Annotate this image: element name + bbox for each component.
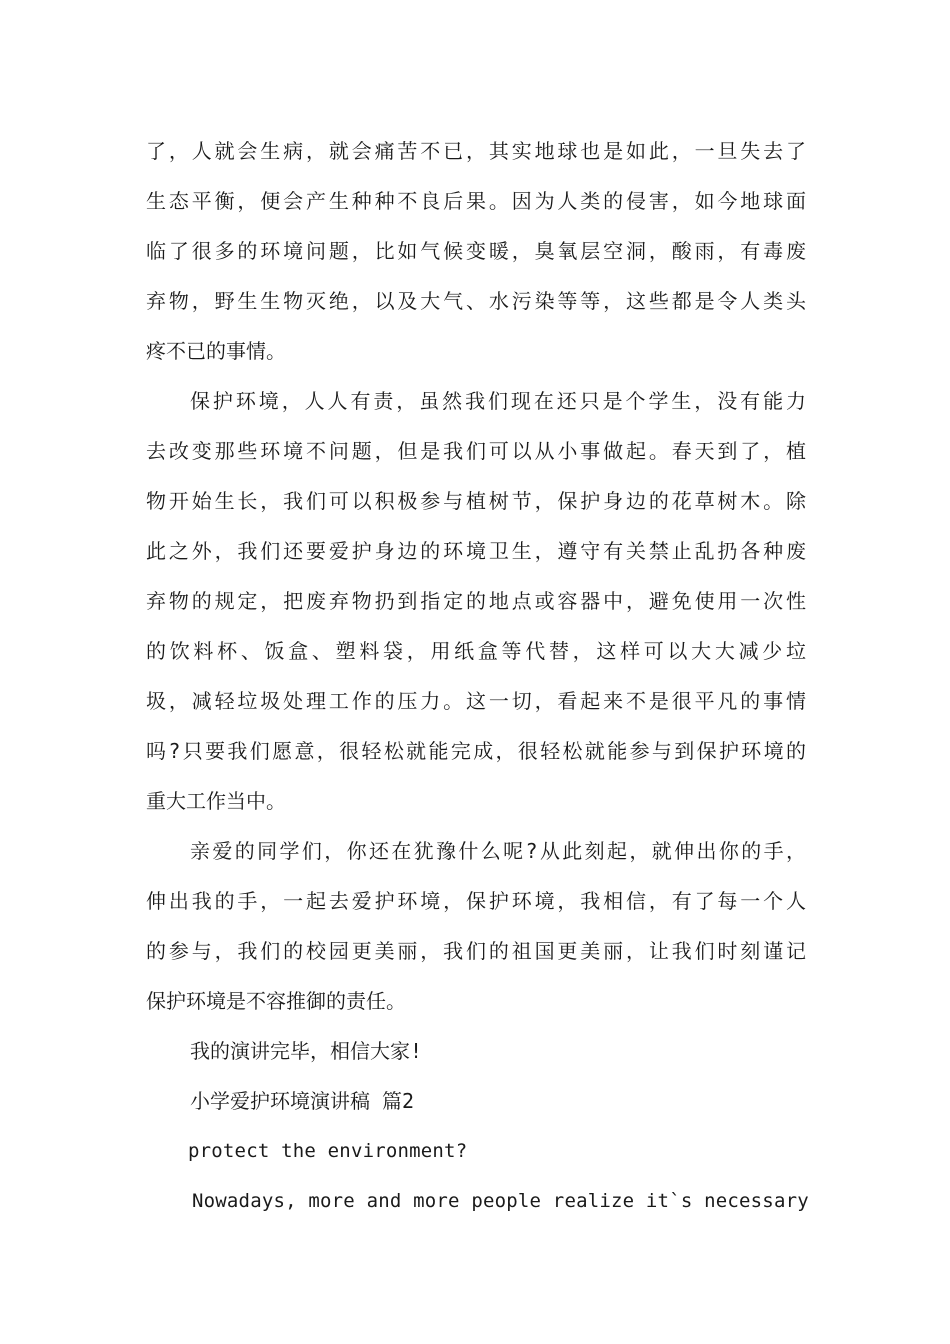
text-line: 吗?只要我们愿意，很轻松就能完成，很轻松就能参与到保护环境的 xyxy=(146,739,806,763)
text-line: 圾，减轻垃圾处理工作的压力。这一切，看起来不是很平凡的事情 xyxy=(146,689,806,713)
text-line: 此之外，我们还要爱护身边的环境卫生，遵守有关禁止乱扔各种废 xyxy=(146,539,806,563)
section-title: 小学爱护环境演讲稿 篇2 xyxy=(190,1089,415,1113)
text-line: 的参与，我们的校园更美丽，我们的祖国更美丽，让我们时刻谨记 xyxy=(146,939,806,963)
english-text-line: Nowadays, more and more people realize it`s necessary xyxy=(192,1190,809,1212)
text-line: 伸出我的手，一起去爱护环境，保护环境，我相信，有了每一个人 xyxy=(146,889,806,913)
text-line: 亲爱的同学们，你还在犹豫什么呢?从此刻起，就伸出你的手， xyxy=(190,839,806,863)
document-body xyxy=(146,126,809,1226)
text-line: 的饮料杯、饭盒、塑料袋，用纸盒等代替，这样可以大大减少垃 xyxy=(146,639,806,663)
paragraph-3 xyxy=(146,826,806,1026)
text-line: 物开始生长，我们可以积极参与植树节，保护身边的花草树木。除 xyxy=(146,489,806,513)
text-line: 了，人就会生病，就会痛苦不已，其实地球也是如此，一旦失去了 xyxy=(146,139,806,163)
text-line: 临了很多的环境问题，比如气候变暖，臭氧层空洞，酸雨，有毒废 xyxy=(146,239,806,263)
paragraph-2 xyxy=(146,376,806,826)
text-line: 重大工作当中。 xyxy=(146,789,286,813)
english-title: protect the environment? xyxy=(188,1140,468,1162)
closing-line: 我的演讲完毕，相信大家! xyxy=(190,1039,423,1063)
text-line: 弃物的规定，把废弃物扔到指定的地点或容器中，避免使用一次性 xyxy=(146,589,806,613)
text-line: 疼不已的事情。 xyxy=(146,339,286,363)
text-line: 保护环境是不容推御的责任。 xyxy=(146,989,406,1013)
text-line: 生态平衡，便会产生种种不良后果。因为人类的侵害，如今地球面 xyxy=(146,189,806,213)
paragraph-1 xyxy=(146,126,806,376)
text-line: 保护环境，人人有责，虽然我们现在还只是个学生，没有能力 xyxy=(190,389,806,413)
text-line: 弃物，野生生物灭绝，以及大气、水污染等等，这些都是令人类头 xyxy=(146,289,806,313)
text-line: 去改变那些环境不问题，但是我们可以从小事做起。春天到了，植 xyxy=(146,439,806,463)
